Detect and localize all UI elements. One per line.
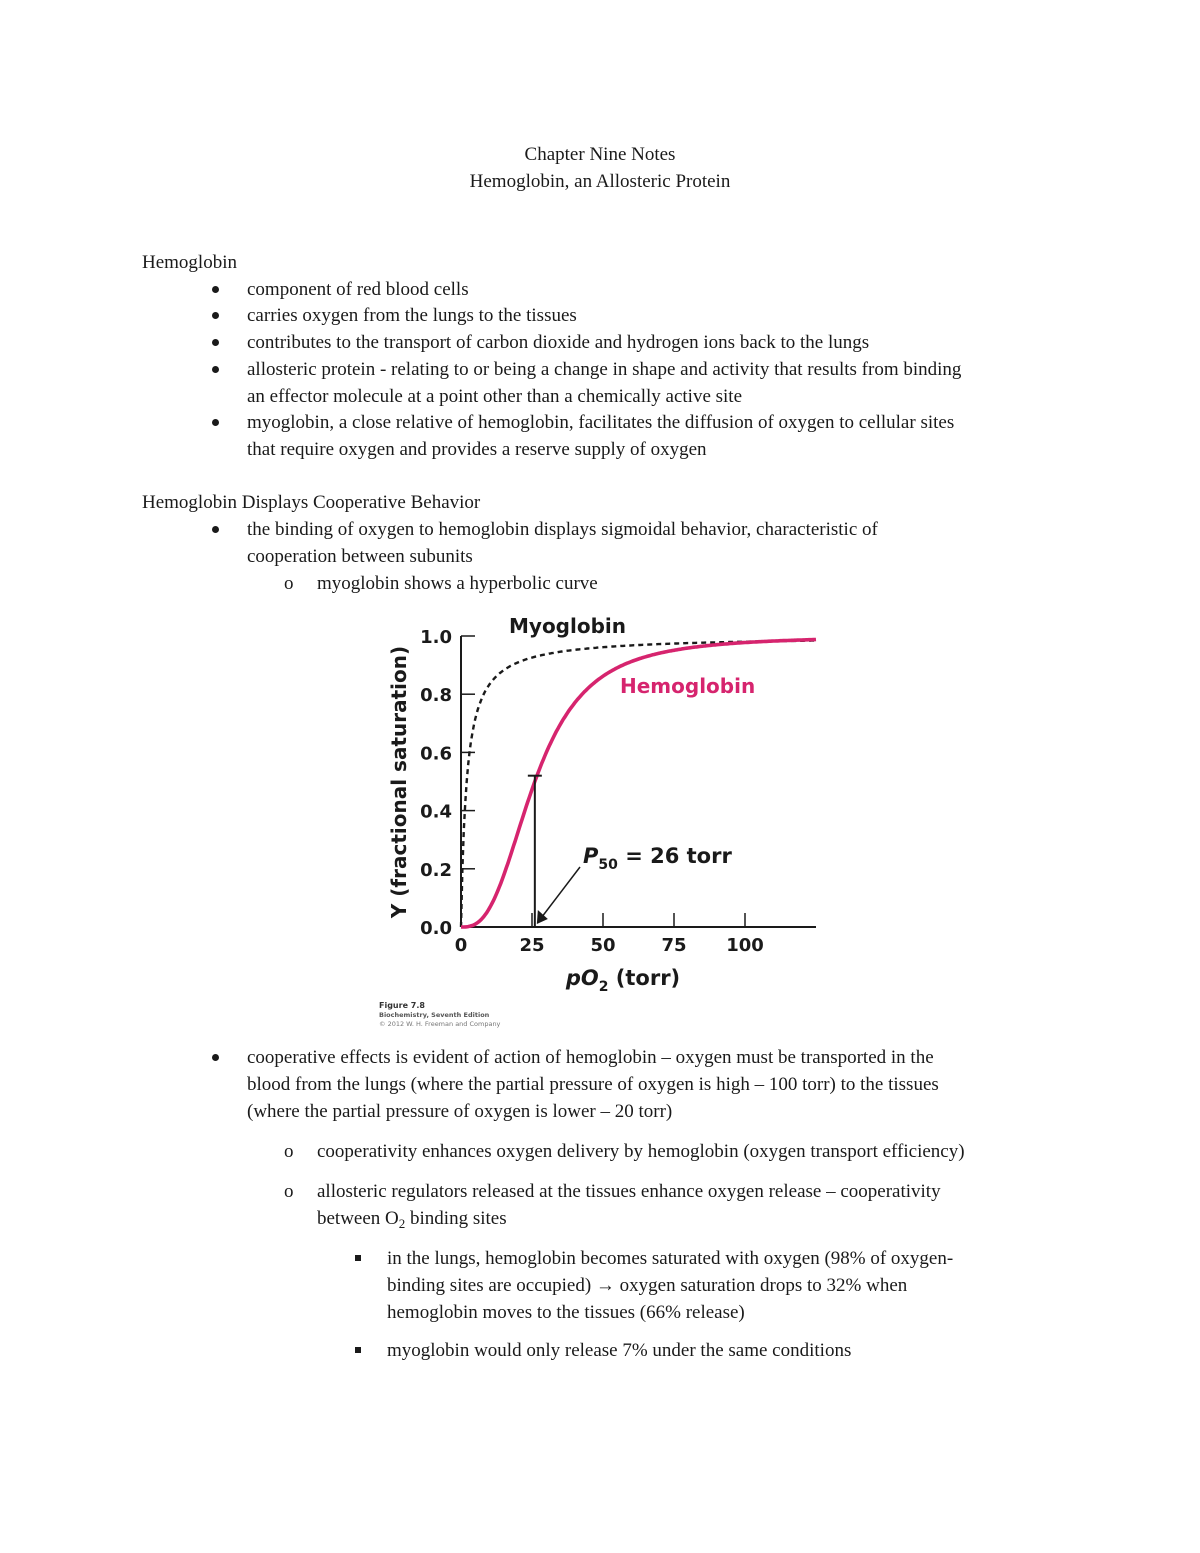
sub-sub-list-item-continuation: hemoglobin moves to the tissues (66% release) bbox=[387, 1302, 745, 1323]
sub-bullet-marker: o bbox=[284, 573, 294, 594]
sub-list-item: allosteric regulators released at the tissues enhance oxygen release – cooperativity bbox=[317, 1181, 941, 1202]
list-item: contributes to the transport of carbon dioxide and hydrogen ions back to the lungs bbox=[247, 332, 870, 353]
y-tick-label: 0.0 bbox=[420, 918, 452, 939]
x-tick-label: 75 bbox=[661, 935, 687, 956]
y-tick-label: 0.4 bbox=[420, 801, 452, 823]
figure-caption: Figure 7.8 bbox=[379, 1001, 425, 1010]
y-axis-title: Y (fractional saturation) bbox=[387, 645, 411, 919]
legend-label-hemoglobin: Hemoglobin bbox=[620, 674, 756, 698]
x-axis-title: $pO_2$ (torr) bbox=[565, 966, 681, 995]
bullet-icon bbox=[212, 286, 219, 293]
y-tick-label: 0.8 bbox=[420, 685, 452, 707]
section-heading-hemoglobin: Hemoglobin bbox=[142, 252, 237, 273]
sub-sub-list-item-continuation: binding sites are occupied) → oxygen saturation drops to 32% when bbox=[387, 1275, 908, 1296]
sub-list-item: cooperativity enhances oxygen delivery by hemoglobin (oxygen transport efficiency) bbox=[317, 1141, 965, 1162]
page-subtitle: Hemoglobin, an Allosteric Protein bbox=[469, 171, 731, 192]
bullet-icon bbox=[212, 366, 219, 373]
figure-caption-copyright: © 2012 W. H. Freeman and Company bbox=[379, 1020, 501, 1028]
x-tick-label: 25 bbox=[519, 935, 545, 956]
list-item-continuation: that require oxygen and provides a reserve supply of oxygen bbox=[247, 439, 707, 460]
list-item: the binding of oxygen to hemoglobin displays sigmoidal behavior, characteristic of bbox=[247, 519, 878, 540]
list-item-continuation: blood from the lungs (where the partial pressure of oxygen is high – 100 torr) to the tissues bbox=[247, 1074, 939, 1095]
bullet-icon bbox=[212, 339, 219, 346]
list-item: component of red blood cells bbox=[247, 279, 469, 300]
figure-caption-source: Biochemistry, Seventh Edition bbox=[379, 1011, 490, 1019]
bullet-icon bbox=[212, 312, 219, 319]
list-item-continuation: (where the partial pressure of oxygen is lower – 20 torr) bbox=[247, 1101, 673, 1122]
square-bullet-icon bbox=[355, 1347, 361, 1353]
sub-bullet-marker: o bbox=[284, 1141, 294, 1162]
y-tick-label: 0.6 bbox=[420, 743, 452, 765]
page-title: Chapter Nine Notes bbox=[524, 144, 676, 165]
list-item-continuation: cooperation between subunits bbox=[247, 546, 473, 567]
list-item: allosteric protein - relating to or being a change in shape and activity that results from binding bbox=[247, 359, 962, 380]
x-tick-label: 50 bbox=[590, 935, 616, 956]
list-item: myoglobin, a close relative of hemoglobin, facilitates the diffusion of oxygen to cellular sites bbox=[247, 412, 955, 433]
sub-list-item-continuation: between $O_2$ binding sites bbox=[317, 1208, 507, 1231]
legend-label-myoglobin: Myoglobin bbox=[509, 614, 627, 638]
sub-sub-list-item: myoglobin would only release 7% under the same conditions bbox=[387, 1340, 852, 1361]
bullet-icon bbox=[212, 419, 219, 426]
bullet-icon bbox=[212, 526, 219, 533]
sub-sub-list-item: in the lungs, hemoglobin becomes saturated with oxygen (98% of oxygen- bbox=[387, 1248, 954, 1269]
y-tick-label: 0.2 bbox=[420, 859, 452, 881]
sub-list-item: myoglobin shows a hyperbolic curve bbox=[317, 573, 598, 594]
p50-annotation-label: $P_{50} = 26$ torr bbox=[583, 844, 732, 873]
list-item: carries oxygen from the lungs to the tissues bbox=[247, 305, 577, 326]
square-bullet-icon bbox=[355, 1255, 361, 1261]
p50-arrow-line bbox=[539, 867, 580, 921]
list-item-continuation: an effector molecule at a point other than a chemically active site bbox=[247, 386, 743, 407]
section-heading-cooperative: Hemoglobin Displays Cooperative Behavior bbox=[142, 492, 481, 513]
x-tick-label: 100 bbox=[726, 935, 764, 956]
x-tick-label: 0 bbox=[454, 935, 468, 956]
oxygen-binding-chart bbox=[375, 605, 825, 1035]
sub-bullet-marker: o bbox=[284, 1181, 294, 1202]
list-item: cooperative effects is evident of action of hemoglobin – oxygen must be transported in the bbox=[247, 1047, 934, 1068]
bullet-icon bbox=[212, 1054, 219, 1061]
y-tick-label: 1.0 bbox=[420, 627, 452, 648]
